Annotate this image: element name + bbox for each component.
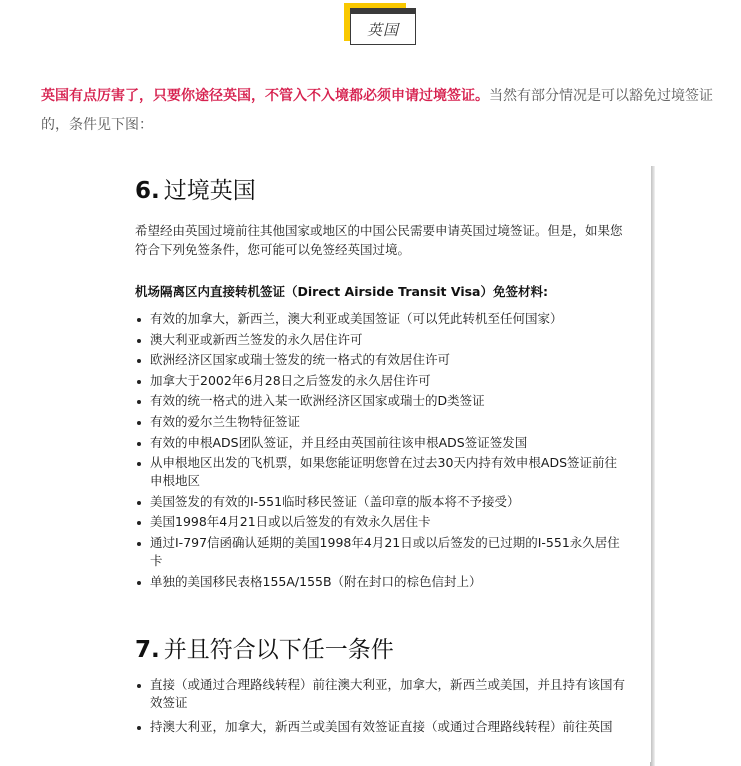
list-item: 澳大利亚或新西兰签发的永久居住许可 — [135, 331, 625, 349]
section-6-number: 6. — [135, 178, 160, 204]
embedded-image-card — [108, 162, 651, 762]
list-item: 单独的美国移民表格155A/155B（附在封口的棕色信封上） — [135, 573, 625, 591]
exemption-list — [135, 310, 625, 591]
list-item: 有效的加拿大，新西兰，澳大利亚或美国签证（可以凭此转机至任何国家） — [135, 310, 625, 328]
section-7-title-text: 并且符合以下任一条件 — [163, 636, 394, 663]
intro-highlight: 英国有点厉害了，只要你途径英国，不管入不入境都必须申请过境签证。 — [41, 88, 489, 104]
section-6-title — [135, 162, 625, 206]
badge-frame — [350, 8, 416, 45]
intro-paragraph — [41, 82, 731, 140]
condition-list — [135, 676, 625, 736]
section-6 — [135, 162, 625, 591]
list-item: 加拿大于2002年6月28日之后签发的永久居住许可 — [135, 372, 625, 390]
section-6-subheading: 机场隔离区内直接转机签证（Direct Airside Transit Visa）免签材料: — [135, 284, 548, 299]
section-6-lead: 希望经由英国过境前往其他国家或地区的中国公民需要申请英国过境签证。但是，如果您符合下列免签条件，您可能可以免签经英国过境。 — [135, 223, 623, 257]
list-item: 通过I-797信函确认延期的美国1998年4月21日或以后签发的已过期的I-551永久居住卡 — [135, 534, 625, 570]
section-7 — [135, 635, 625, 736]
list-item: 有效的申根ADS团队签证，并且经由英国前往该申根ADS签证签发国 — [135, 434, 625, 452]
badge-label: 英国 — [366, 20, 399, 39]
intro-text: 当然有部分情况是可以豁免过境签证的，条件见下图： — [41, 88, 713, 133]
list-item: 有效的统一格式的进入某一欧洲经济区国家或瑞士的D类签证 — [135, 392, 625, 410]
list-item: 美国1998年4月21日或以后签发的有效永久居住卡 — [135, 513, 625, 531]
list-item: 有效的爱尔兰生物特征签证 — [135, 413, 625, 431]
list-item: 直接（或通过合理路线转程）前往澳大利亚，加拿大，新西兰或美国，并且持有该国有效签证 — [135, 676, 625, 712]
list-item: 持澳大利亚，加拿大，新西兰或美国有效签证直接（或通过合理路线转程）前往英国 — [135, 718, 625, 736]
section-6-title-text: 过境英国 — [163, 178, 256, 204]
card-content — [135, 162, 625, 742]
list-item: 美国签发的有效的I-551临时移民签证（盖印章的版本将不予接受） — [135, 493, 625, 511]
list-item: 从申根地区出发的飞机票，如果您能证明您曾在过去30天内持有效申根ADS签证前往申根地区 — [135, 454, 625, 490]
section-badge — [344, 3, 418, 47]
list-item: 欧洲经济区国家或瑞士签发的统一格式的有效居住许可 — [135, 351, 625, 369]
section-7-number: 7. — [135, 636, 160, 663]
section-7-title — [135, 635, 625, 665]
